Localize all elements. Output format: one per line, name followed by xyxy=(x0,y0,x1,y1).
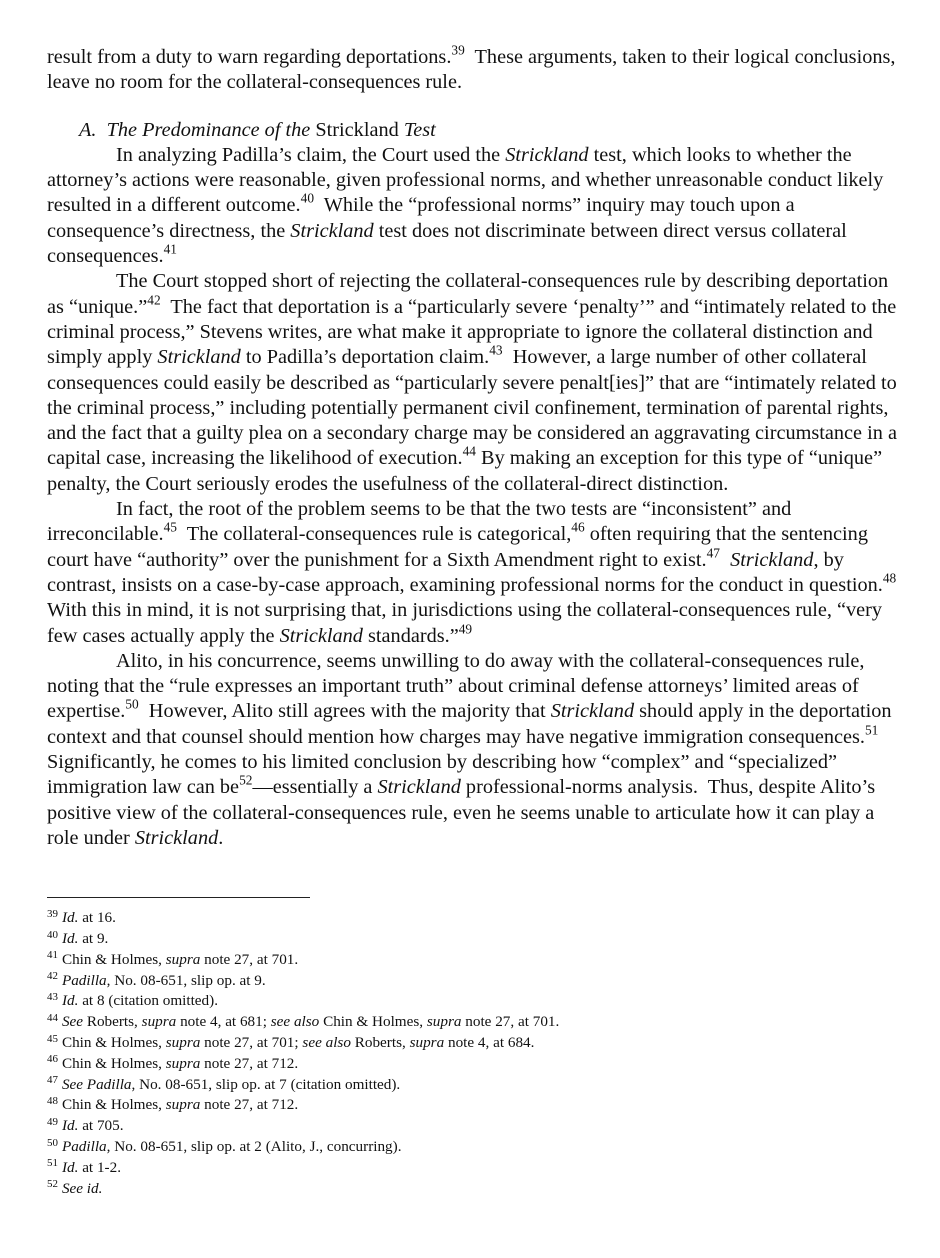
text-run: at 16. xyxy=(78,909,116,927)
footnote-number: 49 xyxy=(47,1115,58,1128)
footnote-number: 44 xyxy=(47,1011,58,1024)
text-run: With this in mind, it is not surprising that, in jurisdictions using the collateral-consequences rule, “very few cases actually apply the xyxy=(47,573,906,647)
italic-text: Strickland xyxy=(505,143,589,166)
text-run: In fact, the root of the problem seems to be that the two tests are “inconsistent” and irreconcilable. xyxy=(47,498,797,546)
text-run: Alito, in his concurrence, seems unwilling to do away with the collateral-consequences rule, noting that the “rule expresses an important truth” about criminal defense attorneys’ limited areas of expertise. xyxy=(47,649,870,723)
footnote xyxy=(47,1012,902,1033)
text-run: to Padilla’s deportation claim. xyxy=(240,346,490,369)
text-run: While the “professional norms” inquiry may touch upon a consequence’s directness, the xyxy=(47,194,800,242)
footnote xyxy=(47,950,902,971)
footnote xyxy=(47,1054,902,1075)
text-run: test does not discriminate between direct versus collateral consequences. xyxy=(47,219,852,268)
text-run: Roberts, xyxy=(350,1033,410,1051)
footnote xyxy=(47,1095,902,1116)
footnote xyxy=(47,908,902,929)
text-run: Significantly, he comes to his limited conclusion by describing how “complex” and “specialized” immigration law can be xyxy=(47,725,889,799)
footnote-number: 43 xyxy=(47,990,58,1003)
italic-text: Id. xyxy=(61,1158,79,1176)
italic-text: Strickland xyxy=(730,548,814,571)
text-run: Chin & Holmes, xyxy=(319,1013,427,1031)
text-run: note 4, at 684. xyxy=(444,1033,535,1051)
italic-text: supra xyxy=(141,1013,177,1031)
footnote-ref: 39 xyxy=(451,42,465,58)
text-run: . xyxy=(218,826,224,849)
italic-text: supra xyxy=(165,1054,201,1072)
text-run: at 705. xyxy=(78,1117,124,1135)
text-run: note 27, at 701. xyxy=(200,950,299,968)
italic-text: Strickland xyxy=(157,346,241,369)
italic-text: See id. xyxy=(61,1179,103,1197)
footnote xyxy=(47,991,902,1012)
italic-text: See Padilla xyxy=(61,1075,132,1093)
text-run: Chin & Holmes, xyxy=(61,1096,166,1114)
text-run: , No. 08-651, slip op. at 7 (citation omitted). xyxy=(131,1075,401,1093)
text-run: Chin & Holmes, xyxy=(61,950,166,968)
italic-text: A. The Predominance of the xyxy=(79,118,316,141)
italic-text: supra xyxy=(409,1033,445,1051)
italic-text: Strickland xyxy=(279,624,363,647)
italic-text: Test xyxy=(398,118,436,141)
footnote-ref: 45 xyxy=(163,519,177,535)
footnote-number: 46 xyxy=(47,1053,58,1066)
italic-text: Padilla xyxy=(61,1137,107,1155)
text-run: at 1-2. xyxy=(78,1158,121,1176)
text-run: , by contrast, insists on a case-by-case approach, examining professional norms for the conduct in question. xyxy=(47,548,883,596)
text-run: at 9. xyxy=(78,930,109,947)
footnote xyxy=(47,1075,902,1096)
footnote-ref: 43 xyxy=(489,342,503,358)
text-run: In analyzing Padilla’s claim, the Court used the xyxy=(116,143,506,166)
footnote xyxy=(47,1179,902,1200)
footnote xyxy=(47,929,902,950)
footnote-number: 47 xyxy=(47,1074,58,1087)
italic-text: Id. xyxy=(61,992,79,1010)
text-run: Roberts, xyxy=(83,1013,142,1031)
footnote-number: 45 xyxy=(47,1032,58,1045)
body-text xyxy=(47,42,906,851)
italic-text: Strickland xyxy=(550,700,635,723)
paragraph xyxy=(47,42,902,96)
text-run: note 27, at 712. xyxy=(200,1054,299,1072)
text-run: , No. 08-651, slip op. at 2 (Alito, J., concurring). xyxy=(106,1137,402,1155)
text-run: note 27, at 701; xyxy=(200,1033,303,1051)
footnote-number: 52 xyxy=(47,1178,58,1191)
italic-text: Strickland xyxy=(377,776,461,799)
text-run: —essentially a xyxy=(252,776,378,799)
text-run: professional-norms analysis. Thus, despite Alito’s positive view of the collateral-consequences rule, even he seems unable to articulate how it can play a role under xyxy=(47,776,881,849)
footnote-ref: 50 xyxy=(125,696,139,712)
text-run: often requiring that the sentencing court have “authority” over the punishment for a Sixth Amendment right to exist. xyxy=(47,523,874,571)
italic-text: Id. xyxy=(61,1117,79,1135)
footnote-number: 48 xyxy=(47,1094,58,1107)
italic-text: supra xyxy=(165,1096,201,1114)
footnote-number: 40 xyxy=(47,928,58,941)
footnote xyxy=(47,1137,902,1158)
footnote xyxy=(47,1158,902,1179)
text-run: test, which looks to whether the attorney’s actions were reasonable, given professional norms, and whether unreasonable conduct likely resulted in a different outcome. xyxy=(47,143,889,217)
text-run: However, Alito still agrees with the majority that xyxy=(138,700,551,723)
footnotes xyxy=(47,908,902,1199)
italic-text: supra xyxy=(165,1033,201,1051)
footnote xyxy=(47,1116,902,1137)
footnote-ref: 51 xyxy=(864,722,879,738)
footnote-ref: 52 xyxy=(239,772,253,788)
text-run: Chin & Holmes, xyxy=(61,1033,166,1051)
text-run: standards.” xyxy=(362,624,459,647)
text-run: Strickland xyxy=(315,118,399,141)
italic-text: Padilla xyxy=(61,971,107,989)
text-run: The collateral-consequences rule is categorical, xyxy=(176,523,572,546)
footnote-ref: 46 xyxy=(571,519,585,535)
text-run: note 4, at 681; xyxy=(176,1013,271,1031)
text-run: note 27, at 712. xyxy=(200,1096,299,1114)
text-run xyxy=(720,549,730,571)
footnote-number: 39 xyxy=(47,907,58,920)
footnote-divider xyxy=(47,897,310,898)
footnote-ref: 49 xyxy=(458,620,473,636)
footnote-ref: 44 xyxy=(462,443,476,459)
italic-text: Strickland xyxy=(134,826,219,849)
italic-text: Id. xyxy=(61,909,79,927)
paragraph xyxy=(47,649,902,851)
footnote-ref: 48 xyxy=(882,570,897,586)
italic-text: Id. xyxy=(61,930,79,947)
paragraph xyxy=(47,269,902,497)
footnote-ref: 42 xyxy=(147,291,161,307)
paragraph xyxy=(47,497,906,649)
footnote-ref: 40 xyxy=(300,190,314,206)
section-heading xyxy=(79,118,902,143)
text-run: note 27, at 701. xyxy=(461,1013,560,1031)
text-run: These arguments, taken to their logical conclusions, leave no room for the collateral-consequences rule. xyxy=(47,46,901,94)
text-run: The Court stopped short of rejecting the collateral-consequences rule by describing deportation as “unique.” xyxy=(47,270,894,318)
footnote-ref: 41 xyxy=(163,241,177,257)
footnote xyxy=(47,971,902,992)
text-run: However, a large number of other collateral consequences could easily be described as “particularly severe penalt[ies]” that are “intimately related to the criminal process,” including potentially permanent civil confinement, termination of parental rights, and the fact that a guilty plea on a secondary charge may be considered an aggravating circumstance in a capital case, increasing the likelihood of execution. xyxy=(47,346,903,470)
italic-text: Strickland xyxy=(290,219,374,242)
document-page xyxy=(47,42,906,1199)
footnote-number: 50 xyxy=(47,1136,58,1149)
italic-text: See xyxy=(61,1013,84,1031)
text-run: By making an exception for this type of “unique” penalty, the Court seriously erodes the usefulness of the collateral-direct distinction. xyxy=(47,447,888,495)
footnote-number: 42 xyxy=(47,970,58,983)
text-run: should apply in the deportation context and that counsel should mention how charges may have negative immigration consequences. xyxy=(47,700,897,748)
footnote-ref: 47 xyxy=(706,544,720,560)
footnote xyxy=(47,1033,902,1054)
text-run: The fact that deportation is a “particularly severe ‘penalty’” and “intimately related to the criminal process,” Stevens writes, are what make it appropriate to ignore the collateral distinction and simply apply xyxy=(47,295,902,369)
footnote-number: 51 xyxy=(47,1157,58,1170)
paragraph xyxy=(47,143,902,269)
text-run: , No. 08-651, slip op. at 9. xyxy=(106,971,266,989)
italic-text: supra xyxy=(165,950,201,968)
footnote-number: 41 xyxy=(47,949,58,962)
italic-text: supra xyxy=(426,1013,462,1031)
text-run: result from a duty to warn regarding deportations. xyxy=(47,46,452,68)
italic-text: see also xyxy=(302,1033,351,1051)
text-run: at 8 (citation omitted). xyxy=(78,992,218,1010)
italic-text: see also xyxy=(270,1013,320,1031)
text-run: Chin & Holmes, xyxy=(61,1054,166,1072)
